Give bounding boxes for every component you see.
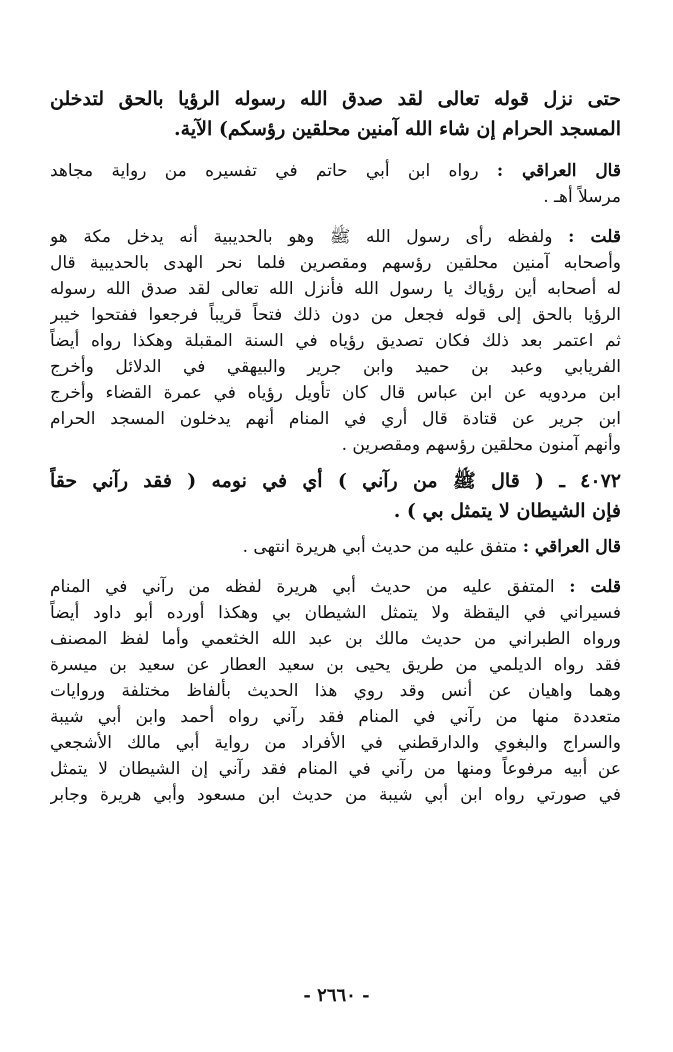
qultu-label-2: قلت : — [569, 577, 621, 597]
hadith-text: ( قال ﷺ من رآني ) أي في نومه ( فقد رآني حقاً — [50, 470, 545, 492]
qultu-1-line-2: وأصحابه آمنين محلقين رؤسهم ومقصرين فلما نحر الهدى بالحديبية قال — [50, 253, 621, 273]
quote-line-2: المسجد الحرام إن شاء الله آمنين محلقين رؤسكم) الآية. — [174, 118, 621, 140]
qultu-1-line-5: ثم اعتمر بعد ذلك فكان تصديق رؤياه في السنة المقبلة وهكذا رواه أيضاً — [50, 331, 621, 351]
qultu-1-line-3: له أصحابه أين رؤياك يا رسول الله فأنزل الله تعالى لقد صدق الله رسوله — [50, 279, 621, 299]
qultu-1-line-7: ابن مردويه عن ابن عباس قال كان تأويل رؤياه في عمرة القضاء وأخرج — [50, 383, 621, 403]
qultu-1-line-9: وأنهم آمنون محلقين رؤسهم ومقصرين . — [341, 435, 621, 455]
page-number: - ٢٦٦٠ - — [303, 985, 370, 1006]
qultu-1-line-4: الرؤيا بالحق إلى قوله فجعل من دون ذلك فتحاً قريباً فرجعوا ففتحوا خيبر — [50, 305, 621, 325]
qultu-1-line-8: ابن جرير عن قتادة قال أري في المنام أنهم يدخلون المسجد الحرام — [50, 409, 621, 429]
quote-line-1: حتى نزل قوله تعالى لقد صدق الله رسوله الرؤيا بالحق لتدخلن — [50, 88, 621, 110]
hadith-heading-line-2: فإن الشيطان لا يتمثل بي ) . — [393, 500, 621, 522]
qultu-1-line-1 — [50, 224, 621, 250]
qultu-2-line-9: في صورتي رواه ابن أبي شيبة من حديث ابن مسعود وأبي هريرة وجابر — [50, 785, 621, 805]
qultu-2-line-1 — [50, 574, 621, 600]
qultu-2-line-2: فسيراني في اليقظة ولا يتمثل الشيطان بي وهكذا أورده أبو داود أيضاً — [50, 603, 621, 623]
iraqi-note-1-line-2: مرسلاً أهـ . — [543, 187, 621, 207]
iraqi-note-2 — [50, 534, 621, 560]
qultu-label: قلت : — [568, 227, 621, 247]
iraqi-note-1-text: رواه ابن أبي حاتم في تفسيره من رواية مجاهد — [50, 161, 479, 181]
qultu-2-text: المتفق عليه من حديث أبي هريرة لفظه من رآني في المنام — [50, 577, 555, 597]
iraqi-note-1-line-1 — [50, 158, 621, 184]
qultu-1-line-6: الفريابي وعبد بن حميد وابن جرير والبيهقي في الدلائل وأخرج — [50, 357, 621, 377]
qultu-2-line-5: وهما واهيان عن أنس وقد روي هذا الحديث بألفاظ مختلفة وروايات — [50, 681, 621, 701]
qultu-1-text: ولفظه رأى رسول الله ﷺ وهو بالحديبية أنه يدخل مكة هو — [50, 227, 553, 247]
iraqi-label: قال العراقي : — [496, 161, 621, 181]
qultu-2-line-8: عن أبيه مرفوعاً ومنها من رآني في المنام فقد رآني إن الشيطان لا يتمثل — [50, 759, 621, 779]
hadith-heading-line-1 — [50, 466, 621, 496]
qultu-2-line-4: فقد رواه الديلمي من طريق يحيى بن سعيد العطار عن سعيد بن ميسرة — [50, 655, 621, 675]
qultu-2-line-6: متعددة منها من رآني في المنام فقد رآني رواه أحمد وابن أبي شيبة — [50, 707, 621, 727]
hadith-number: ٤٠٧٢ ـ — [559, 470, 621, 492]
iraqi-label-2: قال العراقي : — [522, 537, 621, 557]
qultu-2-line-3: ورواه الطبراني من حديث مالك بن عبد الله الخثعمي وأما لفظ المصنف — [50, 629, 621, 649]
qultu-2-line-7: والسراج والبغوي والدارقطني في الأفراد من رواية أبي مالك الأشجعي — [50, 733, 621, 753]
iraqi-note-2-text: متفق عليه من حديث أبي هريرة انتهى . — [242, 537, 518, 557]
